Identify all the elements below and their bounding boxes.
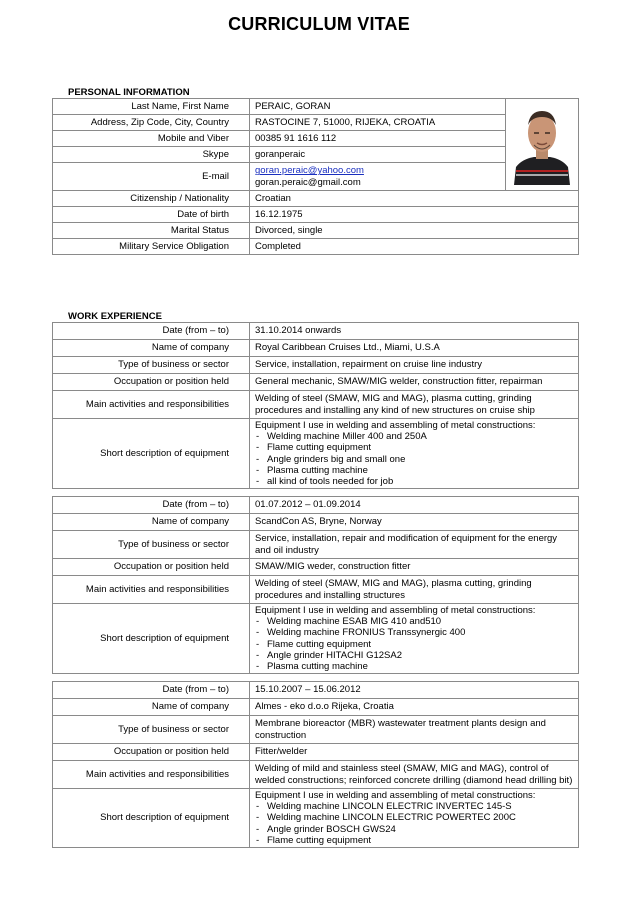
name-value: PERAIC, GORAN: [250, 99, 506, 115]
skype-value: goranperaic: [250, 147, 506, 163]
type-label: Type of business or sector: [53, 716, 250, 744]
equipment-list: [255, 616, 573, 672]
email-label: E-mail: [53, 163, 250, 191]
list-item: - Angle grinder HITACHI G12SA2: [255, 650, 573, 661]
job-type: Service, installation, repair and modification of equipment for the energy and oil industry: [250, 531, 579, 559]
work-experience-heading: WORK EXPERIENCE: [68, 311, 162, 322]
job-table-1: [52, 322, 579, 489]
job-activities: Welding of steel (SMAW, MIG and MAG), plasma cutting, grinding procedures and installing structures: [250, 576, 579, 604]
list-item: - Welding machine ESAB MIG 410 and510: [255, 616, 573, 627]
skype-label: Skype: [53, 147, 250, 163]
equipment-list: [255, 801, 573, 846]
list-item: - Welding machine Miller 400 and 250A: [255, 431, 573, 442]
name-label: Last Name, First Name: [53, 99, 250, 115]
job-company: ScandCon AS, Bryne, Norway: [250, 514, 579, 531]
job-occupation: General mechanic, SMAW/MIG welder, construction fitter, repairman: [250, 374, 579, 391]
email-gmail: goran.peraic@gmail.com: [255, 176, 361, 188]
list-item: - all kind of tools needed for job: [255, 476, 573, 487]
personal-info-table: [52, 98, 579, 255]
avatar: [512, 101, 572, 185]
activities-label: Main activities and responsibilities: [53, 576, 250, 604]
equipment-intro: Equipment I use in welding and assembling of metal constructions:: [255, 605, 536, 616]
activities-label: Main activities and responsibilities: [53, 761, 250, 789]
job-activities: Welding of mild and stainless steel (SMAW, MIG and MAG), control of welded constructions; reinforced concrete drilling (diamond head drilling bit): [250, 761, 579, 789]
company-label: Name of company: [53, 699, 250, 716]
personal-info-heading: PERSONAL INFORMATION: [68, 87, 190, 98]
list-item: - Flame cutting equipment: [255, 639, 573, 650]
address-value: RASTOCINE 7, 51000, RIJEKA, CROATIA: [250, 115, 506, 131]
job-company: Royal Caribbean Cruises Ltd., Miami, U.S.A: [250, 340, 579, 357]
job-table-3: [52, 681, 579, 848]
job-date: 31.10.2014 onwards: [250, 323, 579, 340]
list-item: - Angle grinder BOSCH GWS24: [255, 824, 573, 835]
equipment-label: Short description of equipment: [53, 604, 250, 674]
email-values: [250, 163, 506, 191]
job-equipment: [250, 419, 579, 489]
equipment-label: Short description of equipment: [53, 789, 250, 848]
job-type: Service, installation, repairment on cruise line industry: [250, 357, 579, 374]
job-occupation: Fitter/welder: [250, 744, 579, 761]
job-date: 15.10.2007 – 15.06.2012: [250, 682, 579, 699]
list-item: - Welding machine LINCOLN ELECTRIC POWERTEC 200C: [255, 812, 573, 823]
date-label: Date (from – to): [53, 323, 250, 340]
mobile-value: 00385 91 1616 112: [250, 131, 506, 147]
job-date: 01.07.2012 – 01.09.2014: [250, 497, 579, 514]
job-equipment: [250, 604, 579, 674]
job-activities: Welding of steel (SMAW, MIG and MAG), plasma cutting, grinding procedures and installing any kind of new structures on cruise ship: [250, 391, 579, 419]
equipment-intro: Equipment I use in welding and assembling of metal constructions:: [255, 420, 536, 431]
list-item: - Plasma cutting machine: [255, 661, 573, 672]
list-item: - Welding machine FRONIUS Transsynergic 400: [255, 627, 573, 638]
occupation-label: Occupation or position held: [53, 744, 250, 761]
job-company: Almes - eko d.o.o Rijeka, Croatia: [250, 699, 579, 716]
equipment-list: [255, 431, 573, 487]
job-occupation: SMAW/MIG weder, construction fitter: [250, 559, 579, 576]
citizenship-label: Citizenship / Nationality: [53, 191, 250, 207]
list-item: - Angle grinders big and small one: [255, 454, 573, 465]
list-item: - Welding machine LINCOLN ELECTRIC INVERTEC 145-S: [255, 801, 573, 812]
activities-label: Main activities and responsibilities: [53, 391, 250, 419]
dob-label: Date of birth: [53, 207, 250, 223]
date-label: Date (from – to): [53, 497, 250, 514]
list-item: - Flame cutting equipment: [255, 835, 573, 846]
type-label: Type of business or sector: [53, 357, 250, 374]
company-label: Name of company: [53, 514, 250, 531]
page-title: CURRICULUM VITAE: [228, 14, 410, 34]
occupation-label: Occupation or position held: [53, 559, 250, 576]
date-label: Date (from – to): [53, 682, 250, 699]
marital-value: Divorced, single: [250, 223, 579, 239]
list-item: - Flame cutting equipment: [255, 442, 573, 453]
citizenship-value: Croatian: [250, 191, 579, 207]
type-label: Type of business or sector: [53, 531, 250, 559]
company-label: Name of company: [53, 340, 250, 357]
address-label: Address, Zip Code, City, Country: [53, 115, 250, 131]
marital-label: Marital Status: [53, 223, 250, 239]
occupation-label: Occupation or position held: [53, 374, 250, 391]
job-table-2: [52, 496, 579, 674]
military-value: Completed: [250, 239, 579, 255]
profile-photo: [506, 99, 579, 191]
email-link-yahoo[interactable]: goran.peraic@yahoo.com: [255, 165, 364, 177]
dob-value: 16.12.1975: [250, 207, 579, 223]
job-type: Membrane bioreactor (MBR) wastewater treatment plants design and construction: [250, 716, 579, 744]
job-equipment: [250, 789, 579, 848]
list-item: - Plasma cutting machine: [255, 465, 573, 476]
equipment-label: Short description of equipment: [53, 419, 250, 489]
military-label: Military Service Obligation: [53, 239, 250, 255]
equipment-intro: Equipment I use in welding and assembling of metal constructions:: [255, 790, 536, 801]
mobile-label: Mobile and Viber: [53, 131, 250, 147]
